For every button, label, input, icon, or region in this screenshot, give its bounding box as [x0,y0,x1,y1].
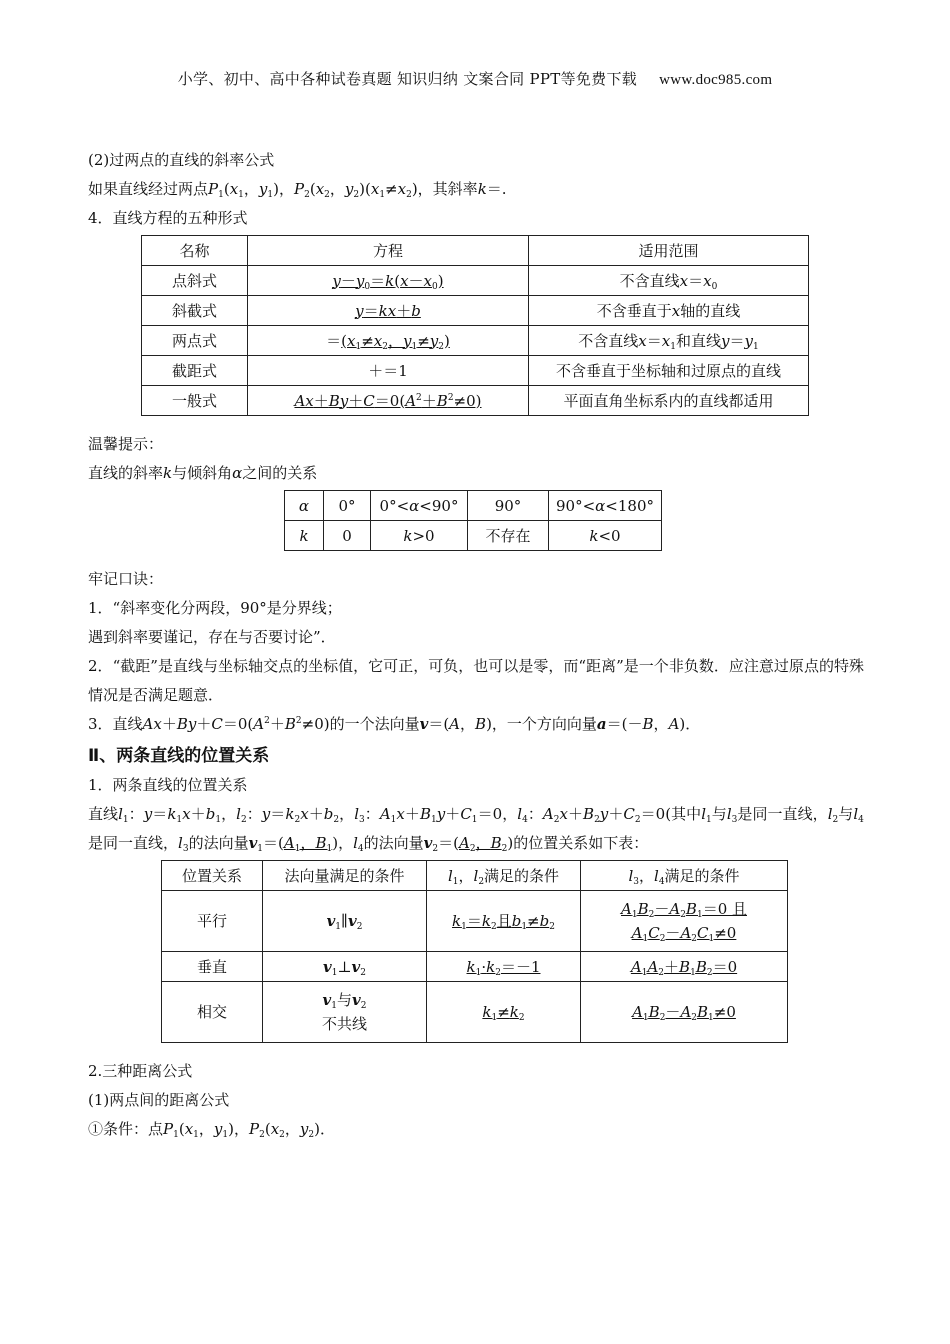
table-cell: $A_1B_2-A_2B_1\ne 0$ [581,982,788,1043]
table-cell: 垂直 [162,952,263,982]
table-cell: 相交 [162,982,263,1043]
table-cell: 一般式 [142,386,248,416]
table-row [162,952,788,982]
table-cell: y＝kx＋b [248,296,529,326]
table-row [142,326,809,356]
subtitle-distance-formulas: 2.三种距离公式 [88,1062,193,1080]
table-header: 法向量满足的条件 [263,861,427,891]
table-cell: $k_1=k_2$且$b_1\ne b_2$ [427,891,581,952]
slope-angle-table [284,490,662,551]
table-cell: k [285,521,324,551]
section-heading: Ⅱ、两条直线的位置关系 [88,746,270,766]
condition-text: ①条件：点$P_1(x_1$，$y_1$)，$P_2(x_2$，$y_2$)． [88,1120,335,1140]
table-cell: 0°<α<90° [371,491,468,521]
table-cell: $v_1\parallel v_2$ [263,891,427,952]
table-cell: $v_1$与$v_2$ 不共线 [263,982,427,1043]
subtitle-point-distance: (1)两点间的距离公式 [88,1091,230,1109]
table-header: 方程 [248,236,529,266]
table-cell: k>0 [371,521,468,551]
table-cell: 点斜式 [142,266,248,296]
page-header [0,68,950,89]
table-cell: 斜截式 [142,296,248,326]
table-cell: 截距式 [142,356,248,386]
position-relation-text: 直线$l_1$：$y=k_1x+b_1$，$l_2$：$y=k_2x+b_2$，$l_3$：$A_1x+B_1y+C_1=0$，$l_4$：$A_2x+B_2y+C_2=0$(其中$l_1$与$l_3$是同一直线，$l_2$与$l_4$是同一直线，$l_3$的法向量$v_1=(A_1$，$B_1$)，$l_4$的法向量$v_2=(A_2$，$B_2$)的位置关系如下表： [88,805,864,854]
table-cell: $A_1B_2-A_2B_1=0$ 且 $A_1C_2-A_2C_1\ne 0$ [581,891,788,952]
table-cell: $v_1\perp v_2$ [263,952,427,982]
position-relation-table [161,860,788,1043]
table-cell: 0 [324,521,371,551]
table-cell: 不含垂直于坐标轴和过原点的直线 [529,356,809,386]
table-row [285,521,662,551]
table-cell: k<0 [549,521,662,551]
table-cell: 不存在 [468,521,549,551]
table-header-row [162,861,788,891]
mnemonic-line-3: 2．“截距”是直线与坐标轴交点的坐标值，它可正，可负，也可以是零，而“距离”是一个非负数．应注意过原点的特殊情况是否满足题意． [88,657,864,704]
subtitle-slope-formula: (2)过两点的直线的斜率公式 [88,151,275,169]
table-header: 名称 [142,236,248,266]
table-cell: $k_1\cdot k_2=-1$ [427,952,581,982]
table-cell: 不含直线$x=x_1$和直线$y=y_1$ [529,326,809,356]
table-header-row [142,236,809,266]
mnemonic-line-1: 1．“斜率变化分两段，90°是分界线； [88,599,342,617]
table-cell: $y-y_0=k(x-x_0)$ [248,266,529,296]
tip-text: 直线的斜率k与倾斜角α之间的关系 [88,464,318,482]
table-cell: $k_1\ne k_2$ [427,982,581,1043]
table-cell: 90°<α<180° [549,491,662,521]
table-cell: $A_1A_2+B_1B_2=0$ [581,952,788,982]
table-row [285,491,662,521]
table-cell: $Ax+By+C=0(A^2+B^2\ne 0)$ [248,386,529,416]
table-cell: 两点式 [142,326,248,356]
table-row [162,891,788,952]
mnemonic-line-2: 遇到斜率要谨记，存在与否要讨论”． [88,628,336,646]
table-cell: ＋＝1 [248,356,529,386]
table-row [142,356,809,386]
table-row [142,266,809,296]
table-cell: 不含垂直于x轴的直线 [529,296,809,326]
table-cell: 平面直角坐标系内的直线都适用 [529,386,809,416]
table-row [142,386,809,416]
line-equation-forms-table [141,235,809,416]
mnemonic-title: 牢记口诀： [88,570,164,588]
subtitle-position-relation: 1．两条直线的位置关系 [88,776,248,794]
document-body [88,146,864,1144]
table-cell: 平行 [162,891,263,952]
mnemonic-line-4: 3．直线$Ax+By+C=0(A^2+B^2\ne 0)$的一个法向量v＝(A，B)，一个方向向量a＝(－B，A)． [88,715,701,733]
table-header: $l_3$，$l_4$满足的条件 [581,861,788,891]
subtitle-five-forms: 4．直线方程的五种形式 [88,209,248,227]
table-cell: α [285,491,324,521]
table-header: $l_1$，$l_2$满足的条件 [427,861,581,891]
table-row [142,296,809,326]
table-cell: 90° [468,491,549,521]
table-cell: $=(x_1\ne x_2$，$y_1\ne y_2$) [248,326,529,356]
tip-title: 温馨提示： [88,435,164,453]
table-header: 适用范围 [529,236,809,266]
header-url: www.doc985.com [659,72,773,88]
table-row [162,982,788,1043]
table-cell: 0° [324,491,371,521]
header-text: 小学、初中、高中各种试卷真题 知识归纳 文案合同 PPT等免费下载 [177,70,638,88]
table-header: 位置关系 [162,861,263,891]
table-cell: 不含直线$x=x_0$ [529,266,809,296]
slope-formula-text: 如果直线经过两点$P_1(x_1$，$y_1$)，$P_2(x_2$，$y_2)(x_1\ne x_2)$，其斜率k＝. [88,180,507,200]
